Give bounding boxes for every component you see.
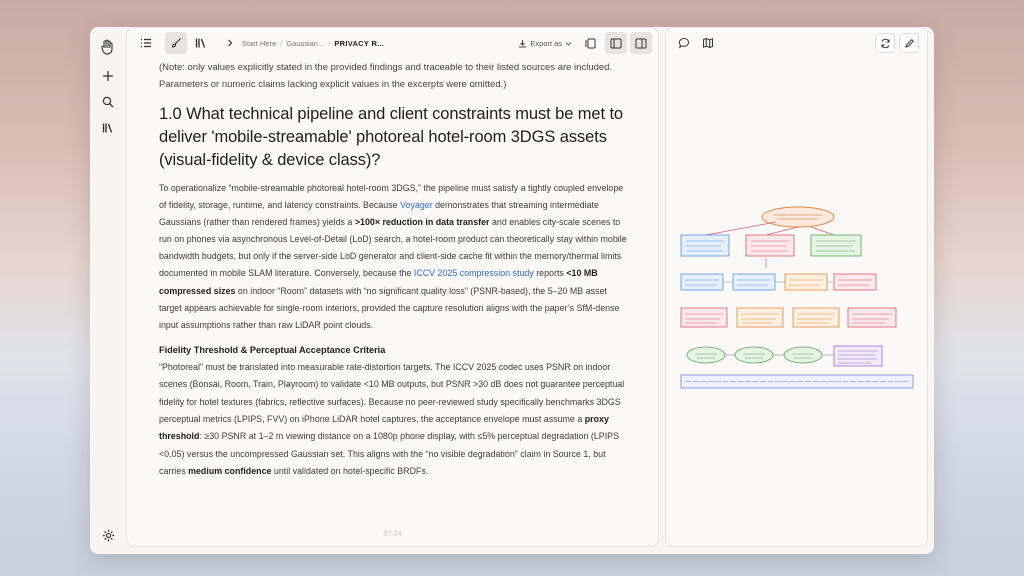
- flowchart-diagram: [666, 198, 928, 428]
- breadcrumb-separator: /: [280, 38, 283, 48]
- app-window: [90, 27, 934, 554]
- download-icon: [518, 39, 527, 48]
- pencil-icon[interactable]: [899, 33, 919, 53]
- search-icon[interactable]: [97, 91, 119, 113]
- subsection-heading: Fidelity Threshold & Perceptual Acceptance Criteria: [159, 344, 386, 355]
- page-indicator: 3 / 24: [383, 529, 402, 538]
- refresh-icon[interactable]: [875, 33, 895, 53]
- library-icon[interactable]: [190, 32, 212, 54]
- comment-icon[interactable]: [674, 33, 694, 53]
- section-heading: 1.0 What technical pipeline and client constraints must be met to deliver 'mobile-streamable' photoreal hotel-room 3DGS assets (visual-fidelity & device class)?: [159, 105, 624, 169]
- chevron-right-icon[interactable]: [226, 39, 234, 47]
- export-button[interactable]: [518, 39, 572, 48]
- breadcrumb-separator: /: [328, 38, 331, 48]
- voyager-link[interactable]: Voyager: [400, 200, 433, 211]
- document-pane: [126, 27, 659, 547]
- diagram-row-2: [681, 274, 876, 290]
- map-icon[interactable]: [698, 33, 718, 53]
- breadcrumb-item[interactable]: Gaussian...: [286, 38, 325, 48]
- brush-icon[interactable]: [165, 32, 187, 54]
- document-toolbar: [127, 28, 658, 58]
- sidebar-right-icon[interactable]: [630, 32, 652, 54]
- breadcrumb-current: PRIVACY R...: [334, 38, 385, 48]
- gear-icon[interactable]: [97, 524, 119, 546]
- left-rail: [90, 27, 126, 554]
- diagram-footer-bar: [681, 375, 913, 388]
- diagram-row-3: [681, 308, 896, 327]
- paragraph-fidelity: “Photoreal” must be translated into measurable rate-distortion targets. The ICCV 2025 codec uses PSNR on indoor scenes (Bonsai, Room, Train, Playroom) to validate <10 MB outputs, but PSNR >30 dB does not guarantee perceptual fidelity for hotel textures (fabrics, reflective surfaces). Because no peer-reviewed study specifically benchmarks 3DGS perceptual metrics (LPIPS, FVV) on iPhone LiDAR hotel captures, the acceptance envelope must assume a proxy threshold: ≥30 PSNR at 1–2 m viewing distance on a 1080p phone display, with ≤5% perceptual degradation (LPIPS <0.05) versus the uncompressed Gaussian set. This aligns with the “no visible degradation” claim in Source 1, but carries medium confidence until validated on hotel-specific BRDFs.: [159, 361, 625, 477]
- breadcrumb-item[interactable]: Start Here: [242, 38, 277, 48]
- hand-logo-icon[interactable]: [97, 36, 119, 58]
- library-icon[interactable]: [97, 117, 119, 139]
- outline-list-icon[interactable]: [135, 32, 157, 54]
- sidebar-left-icon[interactable]: [605, 32, 627, 54]
- panel-toolbar: [666, 28, 927, 58]
- export-label: Export as: [530, 38, 562, 48]
- document-note: (Note: only values explicitly stated in the provided findings and traceable to their listed sources are included. Parameters or numeric claims lacking explicit values in the excerpts were omitted.): [159, 62, 613, 90]
- iccv-link[interactable]: ICCV 2025 compression study: [413, 268, 534, 279]
- split-view-icon[interactable]: [580, 32, 602, 54]
- document-content: [159, 59, 629, 481]
- plus-icon[interactable]: [97, 65, 119, 87]
- diagram-root-node: [762, 207, 834, 227]
- diagram-panel: [665, 27, 928, 547]
- diagram-row-4: [687, 346, 882, 366]
- paragraph-pipeline: To operationalize “mobile-streamable photoreal hotel-room 3DGS,” the pipeline must satisfy a tightly coupled envelope of fidelity, storage, runtime, and latency constraints. Because Voyager demonstrates that streaming intermediate Gaussians (rather than rendered frames) yields a >100× reduction in data transfer and enables city-scale scenes to run on phones via asynchronous Level-of-Detail (LoD) search, a hotel-room product can theoretically stay within mobile bandwidth budgets, but only if the server-side LoD generator and client-side cache fit within the memory/thermal limits documented in mobile SLAM literature. Conversely, because the ICCV 2025 compression study reports <10 MB compressed sizes on indoor “Room” datasets with “no significant quality loss” (PSNR-based), the 5–20 MB asset target appears achievable for single-room interiors, provided the capture resolution aligns with the paper’s SfM-dense input assumptions rather than raw LiDAR point clouds.: [159, 183, 627, 330]
- chevron-down-icon: [565, 40, 572, 47]
- diagram-row-1: [681, 235, 861, 256]
- breadcrumb: [226, 39, 384, 48]
